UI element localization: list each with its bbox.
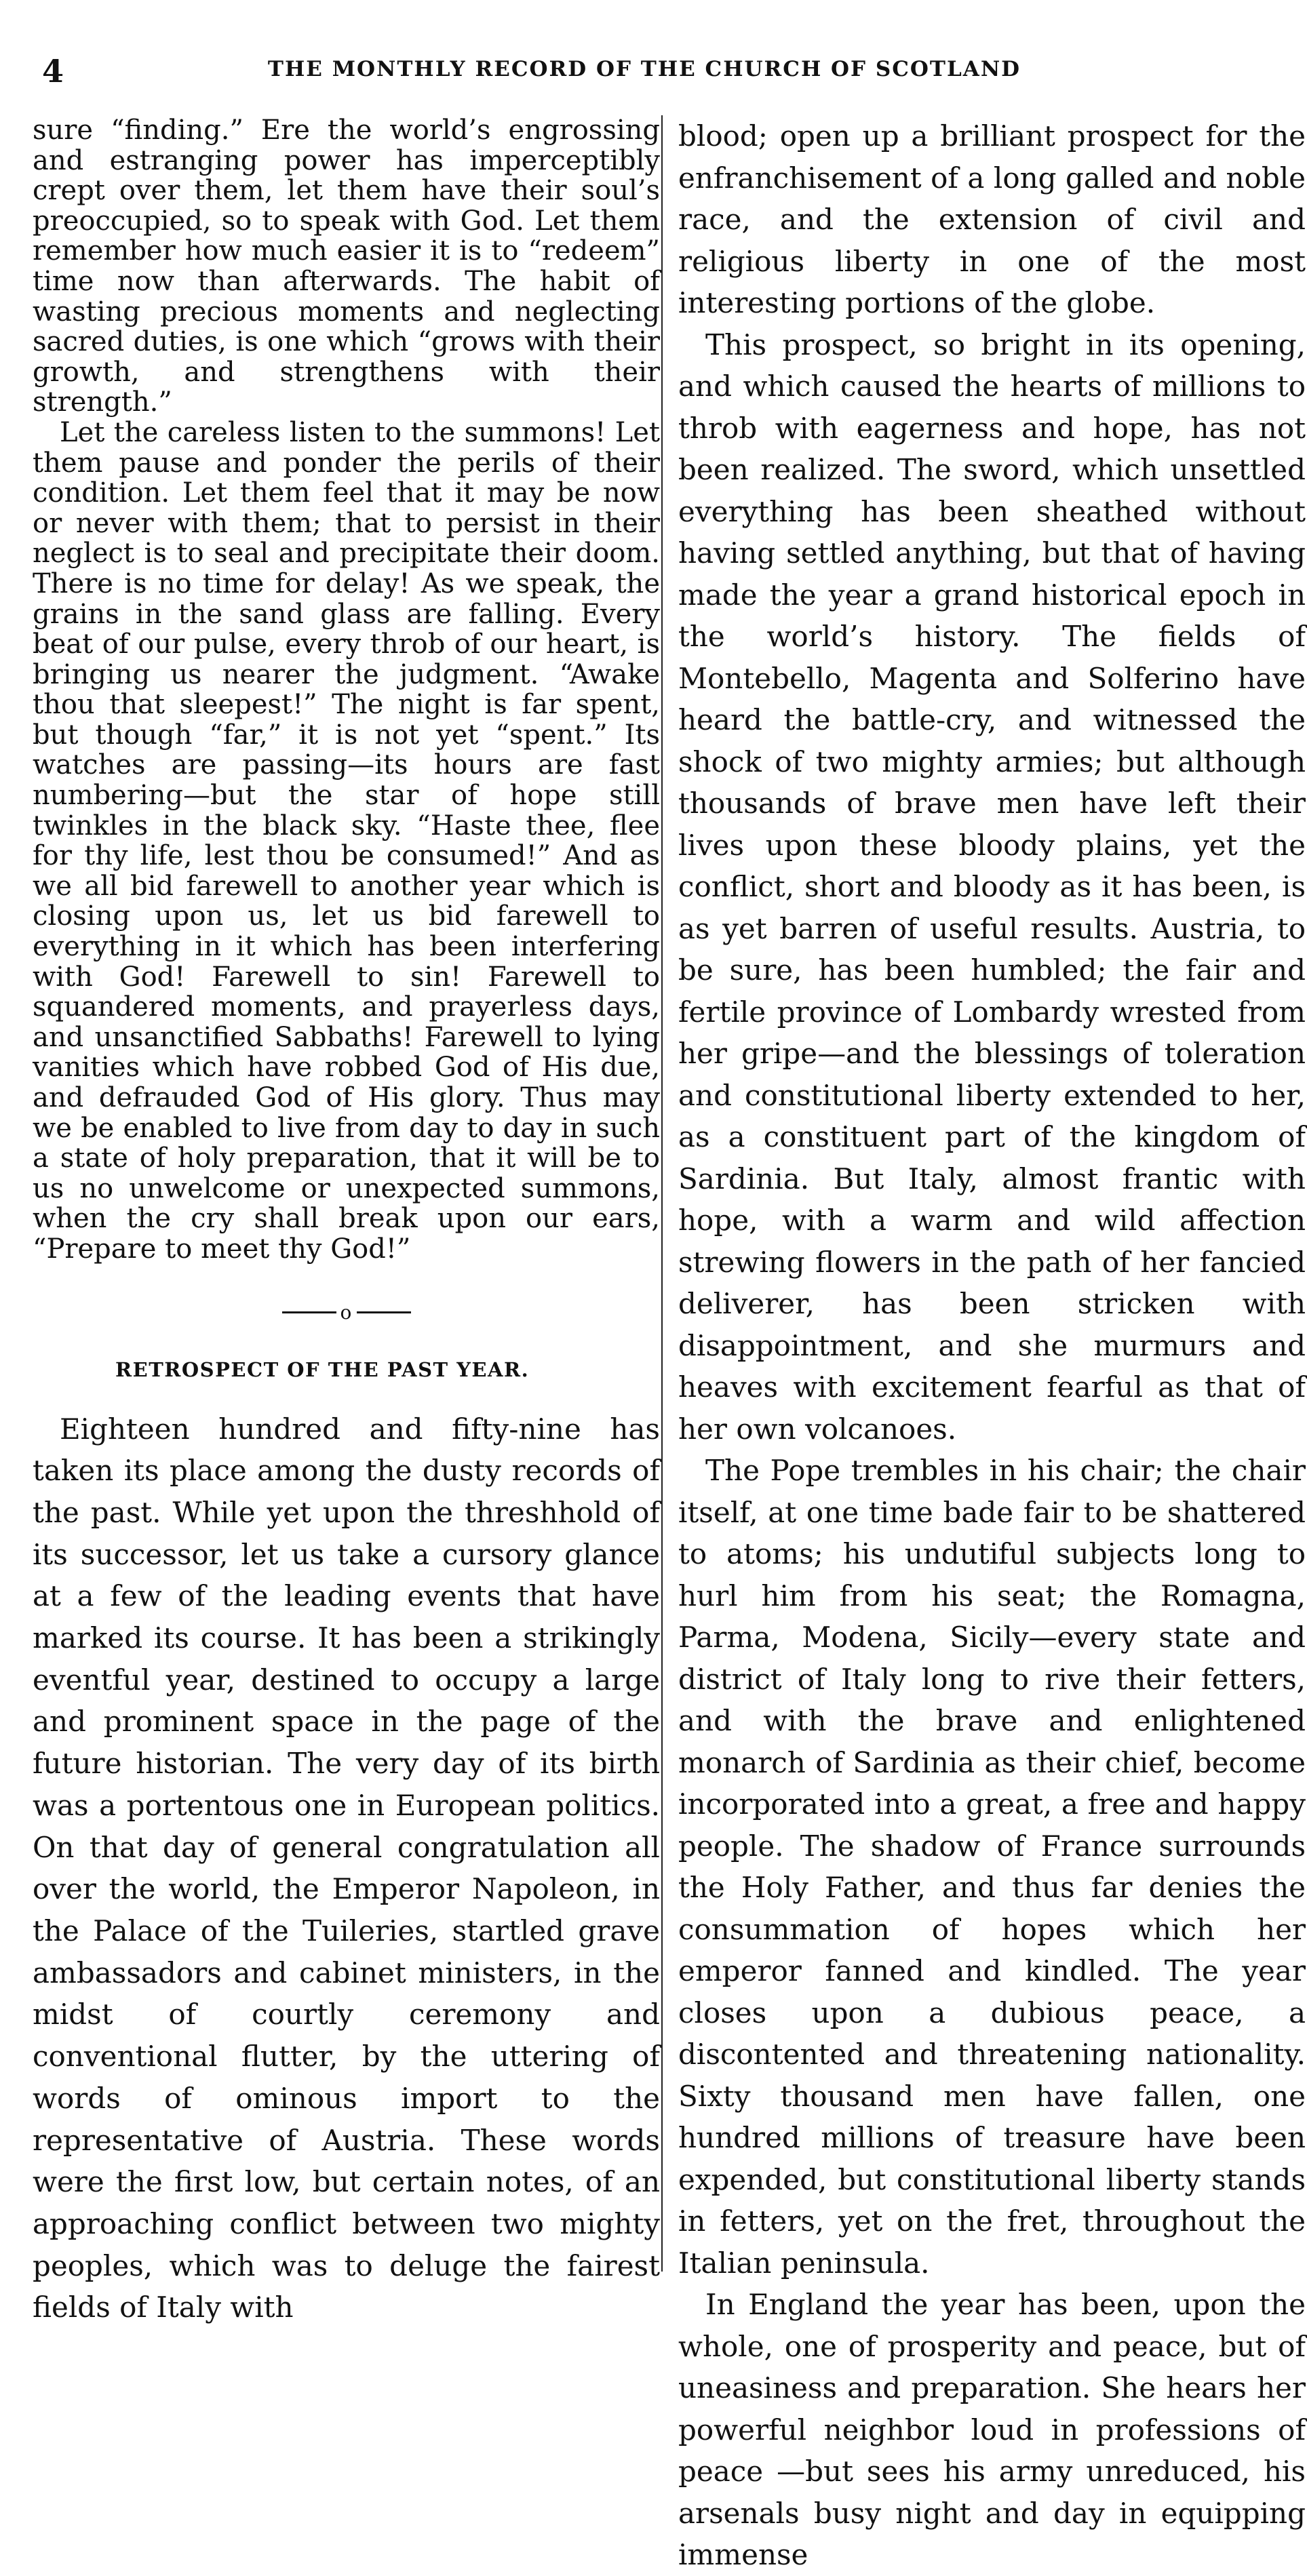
divider-rule-left	[282, 1311, 336, 1313]
paragraph: Let the careless listen to the summons! Let them pause and ponder the perils of their condition. Let them feel that it may be now or never with them; that to persist in their neglect is to seal and precipitate their doom. There is no time for delay! As we speak, the grains in the sand glass are falling. Every beat of our pulse, every throb of our heart, is bringing us nearer the judgment. “Awake thou that sleepest!” The night is far spent, but though “far,” it is not yet “spent.” Its watches are passing—its hours are fast numbering—but the star of hope still twinkles in the black sky. “Haste thee, flee for thy life, lest thou be consumed!” And as we all bid farewell to another year which is closing upon us, let us bid farewell to everything in it which has been interfering with God! Farewell to sin! Farewell to squandered moments, and prayerless days, and unsanctified Sabbaths! Farewell to lying vanities which have robbed God of His due, and defrauded God of His glory. Thus may we be enabled to live from day to day in such a state of holy preparation, that it will be to us no unwelcome or unexpected summons, when the cry shall break upon our ears, “Prepare to meet thy God!”	[33, 416, 660, 1265]
paragraph: In England the year has been, upon the whole, one of prosperity and peace, but of uneasiness and preparation. She hears her powerful neighbor loud in professions of peace —but sees his army unreduced, his arsenals busy night and day in equipping immense	[678, 2288, 1306, 2571]
section-heading: RETROSPECT OF THE PAST YEAR.	[115, 1358, 530, 1381]
paragraph: sure “finding.” Ere the world’s engrossing and estranging power has imperceptibly crept over them, let them have their soul’s preoccupied, so to speak with God. Let them remember how much easier it is to “redeem” time now than afterwards. The habit of wasting precious moments and neglecting sacred duties, is one which “grows with their growth, and strengthens with their strength.”	[33, 115, 660, 418]
divider-ornament-glyph: o	[340, 1301, 352, 1324]
section-divider-ornament	[282, 1301, 411, 1324]
divider-rule-right	[357, 1311, 411, 1313]
paragraph: This prospect, so bright in its opening, and which caused the hearts of millions to throb with eagerness and hope, has not been realized. The sword, which unsettled everything has been sheathed without having settled anything, but that of having made the year a grand historical epoch in the world’s history. The fields of Montebello, Magenta and Solferino have heard the battle-cry, and witnessed the shock of two mighty armies; but although thousands of brave men have left their lives upon these bloody plains, yet the conflict, short and bloody as it has been, is as yet barren of useful results. Austria, to be sure, has been humbled; the fair and fertile province of Lombardy wrested from her gripe—and the blessings of toleration and constitutional liberty extended to her, as a constituent part of the kingdom of Sardinia. But Italy, almost frantic with hope, with a warm and wild affection strewing flowers in the path of her fancied deliverer, has been stricken with disappointment, and she murmurs and heaves with excitement fearful as that of her own volcanoes.	[678, 328, 1306, 1446]
paragraph: The Pope trembles in his chair; the chair itself, at one time bade fair to be shattered to atoms; his undutiful subjects long to hurl him from his seat; the Romagna, Parma, Modena, Sicily—every state and district of Italy long to rive their fetters, and with the brave and enlightened monarch of Sardinia as their chief, become incorporated into a great, a free and happy people. The shadow of France surrounds the Holy Father, and thus far denies the consummation of hopes which her emperor fanned and kindled. The year closes upon a dubious peace, a discontented and threatening nationality. Sixty thousand men have fallen, one hundred millions of treasure have been expended, but constitutional liberty stands in fetters, yet on the fret, throughout the Italian peninsula.	[678, 1454, 1306, 2280]
column-divider	[661, 115, 663, 2272]
page-number: 4	[42, 53, 64, 90]
right-column	[678, 115, 1306, 2571]
running-title: THE MONTHLY RECORD OF THE CHURCH OF SCOTLAND	[267, 57, 1021, 81]
paragraph: blood; open up a brilliant prospect for the enfranchisement of a long galled and noble race, and the extension of civil and religious liberty in one of the most interesting portions of the globe.	[678, 119, 1306, 319]
paragraph: Eighteen hundred and fifty-nine has taken its place among the dusty records of the past. While yet upon the threshhold of its successor, let us take a cursory glance at a few of the leading events that have marked its course. It has been a strikingly eventful year, destined to occupy a large and prominent space in the page of the future historian. The very day of its birth was a portentous one in European politics. On that day of general congratulation all over the world, the Emperor Napoleon, in the Palace of the Tuileries, startled grave ambassadors and cabinet ministers, in the midst of courtly ceremony and conventional flutter, by the uttering of words of ominous import to the representative of Austria. These words were the first low, but certain notes, of an approaching conflict between two mighty peoples, which was to deluge the fairest fields of Italy with	[33, 1412, 660, 2324]
left-column	[33, 115, 660, 2324]
